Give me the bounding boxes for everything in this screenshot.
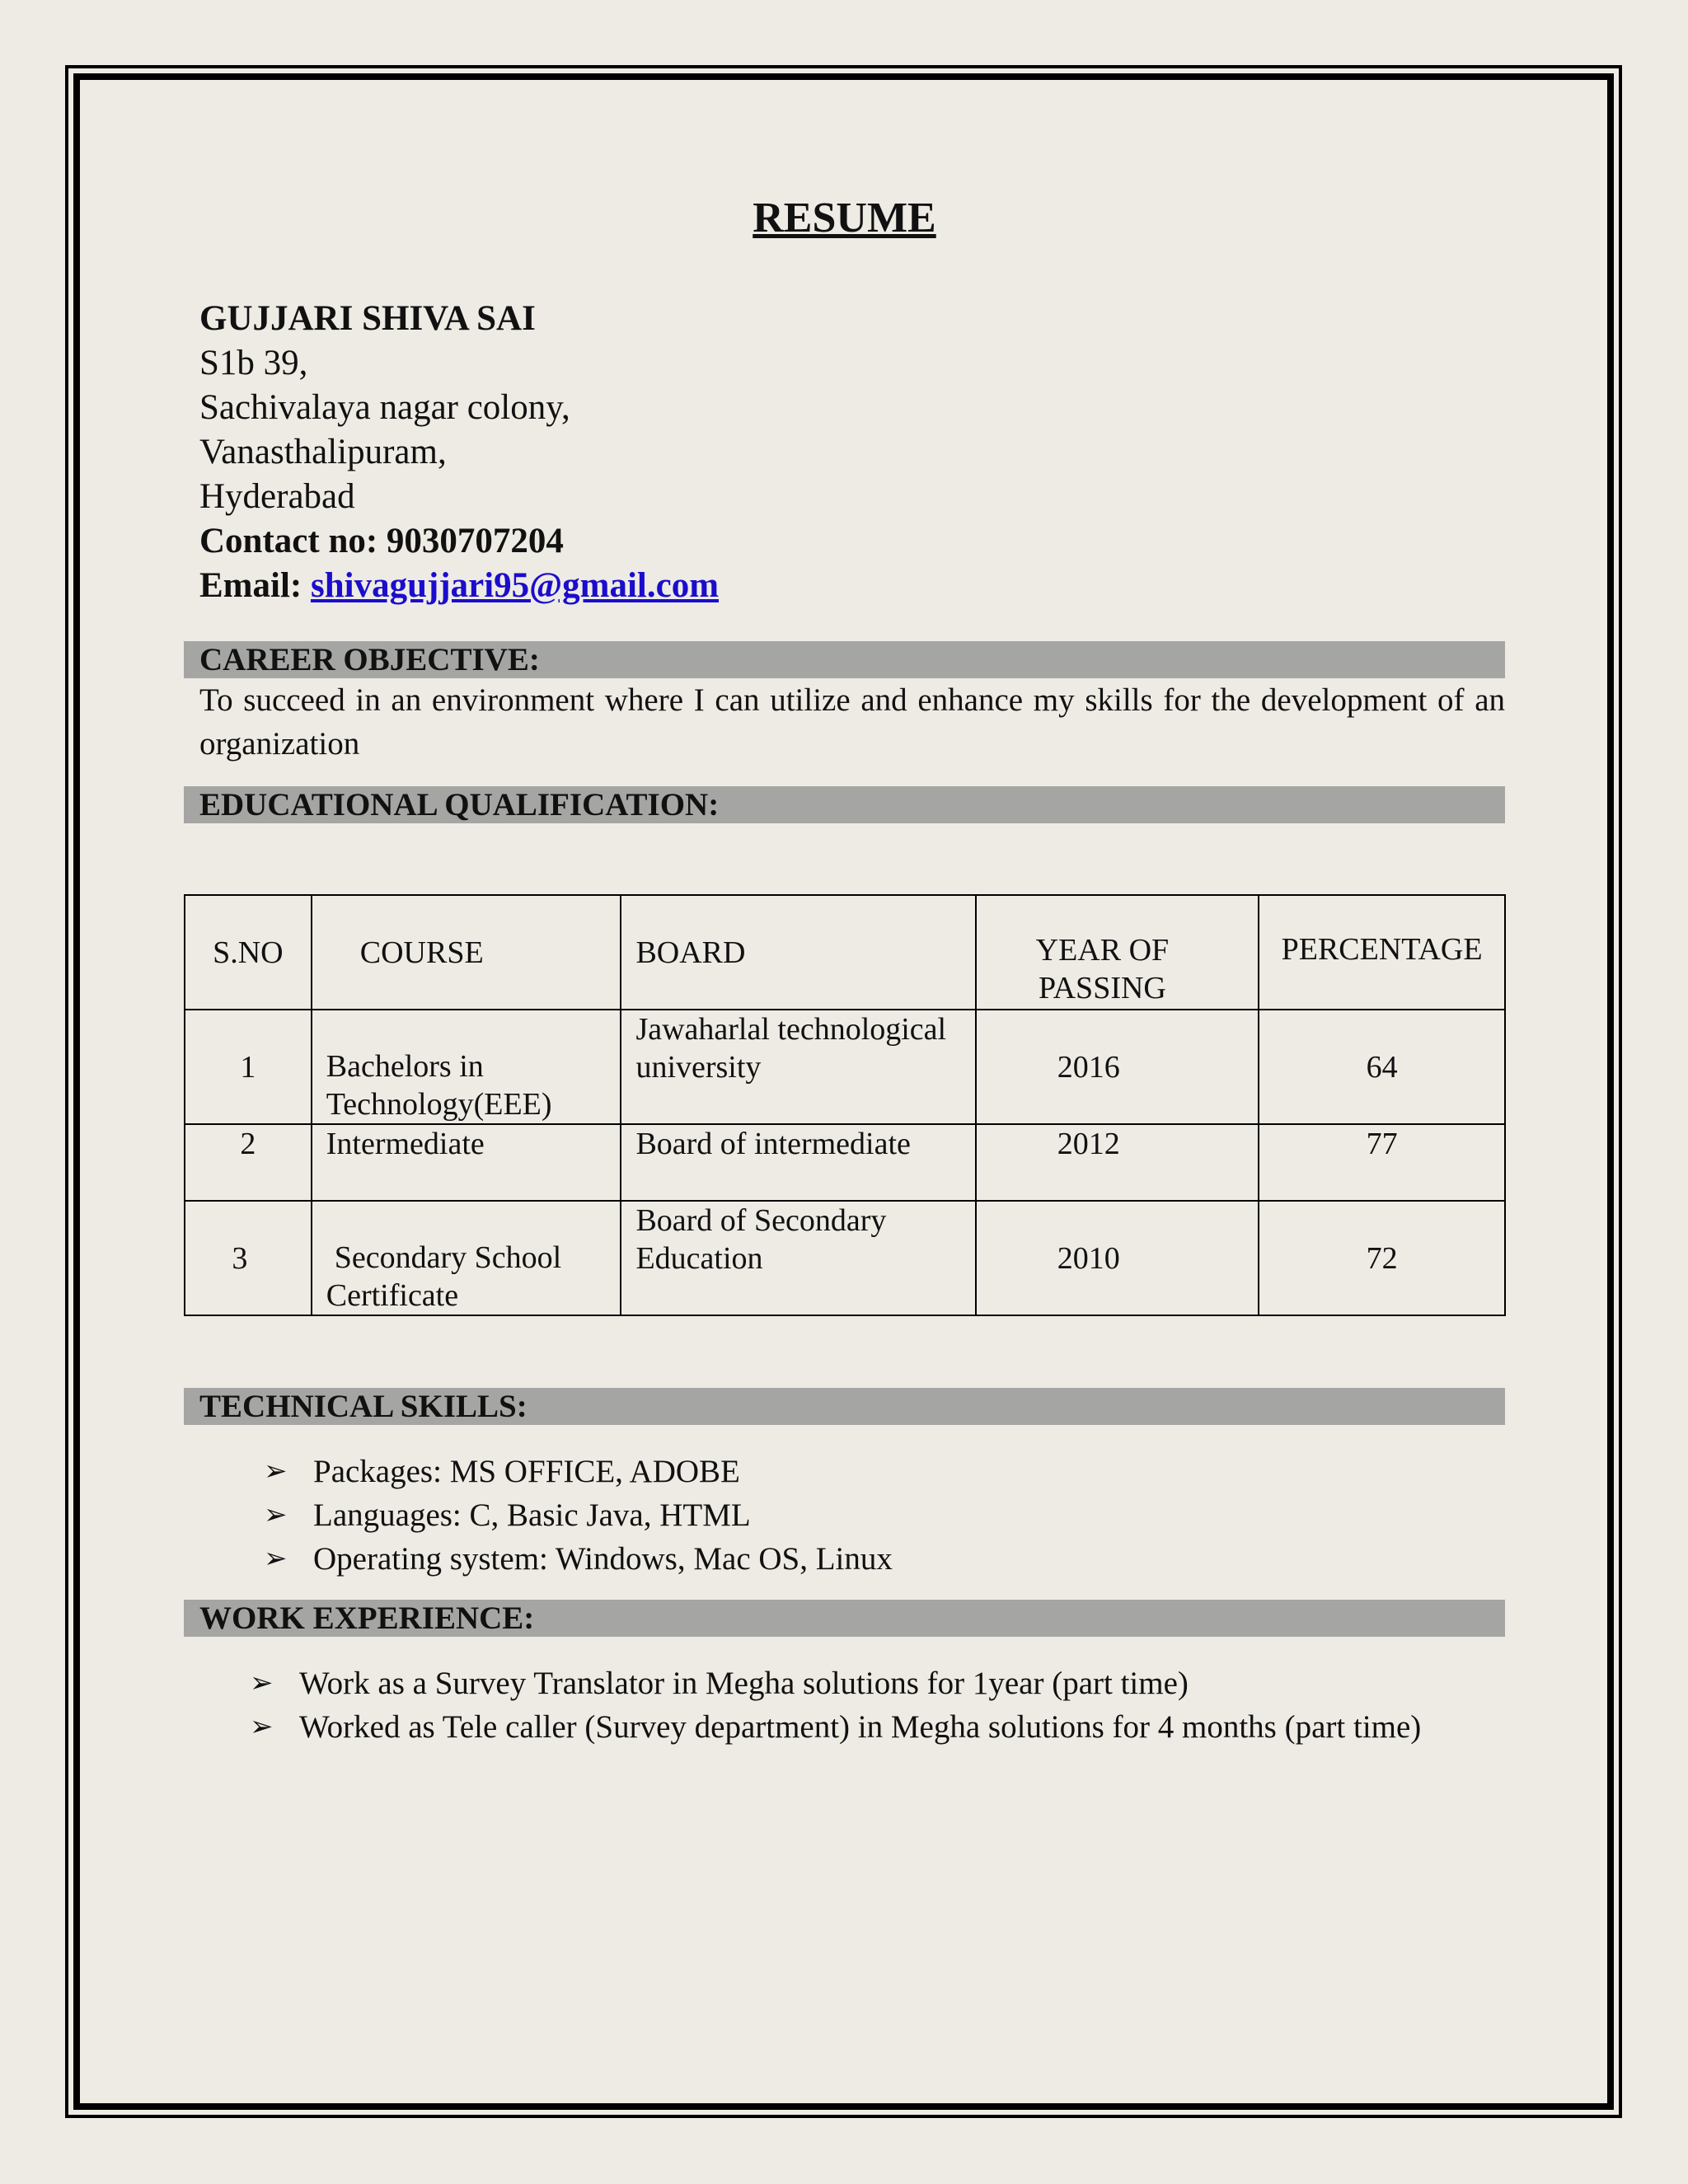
career-objective-heading: CAREER OBJECTIVE: — [184, 641, 1505, 678]
table-header-row — [185, 895, 1505, 1010]
arrow-bullet-icon: ➢ — [264, 1500, 288, 1530]
cell-sno: 1 — [185, 1010, 312, 1124]
header-sno: S.NO — [185, 895, 312, 1010]
header-board: BOARD — [621, 895, 975, 1010]
skill-text: Languages: C, Basic Java, HTML — [313, 1497, 751, 1533]
address-line: S1b 39, — [199, 344, 308, 382]
contact-block — [184, 297, 1505, 608]
email-label: Email: — [199, 566, 302, 605]
resume-title: RESUME — [753, 194, 936, 241]
cell-sno: 3 — [185, 1201, 312, 1315]
education-heading: EDUCATIONAL QUALIFICATION: — [184, 786, 1505, 823]
cell-year: 2016 — [976, 1010, 1259, 1124]
address-line: Vanasthalipuram, — [199, 433, 447, 471]
cell-sno: 2 — [185, 1124, 312, 1201]
table-row — [185, 1010, 1505, 1124]
experience-text: Worked as Tele caller (Survey department) in Megha solutions for 4 months (part time) — [299, 1709, 1422, 1745]
header-course: COURSE — [312, 895, 621, 1010]
list-item — [184, 1493, 1505, 1537]
cell-board: Jawaharlal technological university — [621, 1010, 975, 1124]
list-item — [184, 1450, 1505, 1493]
cell-percentage: 77 — [1259, 1124, 1505, 1201]
cell-year: 2012 — [976, 1124, 1259, 1201]
cell-course: Secondary School Certificate — [312, 1201, 621, 1315]
cell-percentage: 72 — [1259, 1201, 1505, 1315]
cell-year: 2010 — [976, 1201, 1259, 1315]
career-objective-text: To succeed in an environment where I can utilize and enhance my skills for the development of an organization — [199, 682, 1505, 762]
skill-text: Operating system: Windows, Mac OS, Linux — [313, 1541, 893, 1577]
arrow-bullet-icon: ➢ — [250, 1668, 274, 1699]
list-item — [184, 1537, 1505, 1581]
arrow-bullet-icon: ➢ — [250, 1712, 274, 1742]
email-link[interactable]: shivagujjari95@gmail.com — [310, 566, 720, 605]
work-experience-heading: WORK EXPERIENCE: — [184, 1600, 1505, 1637]
cell-course: Bachelors in Technology(EEE) — [312, 1010, 621, 1124]
candidate-name: GUJJARI SHIVA SAI — [199, 299, 536, 338]
skills-list — [184, 1450, 1505, 1581]
education-table — [184, 894, 1506, 1316]
contact-number: Contact no: 9030707204 — [199, 522, 564, 560]
cell-board: Board of intermediate — [621, 1124, 975, 1201]
cell-percentage: 64 — [1259, 1010, 1505, 1124]
arrow-bullet-icon: ➢ — [264, 1456, 288, 1487]
list-item — [184, 1705, 1505, 1749]
resume-content — [184, 190, 1505, 1749]
skill-text: Packages: MS OFFICE, ADOBE — [313, 1454, 740, 1489]
address-line: Hyderabad — [199, 477, 355, 516]
cell-board: Board of Secondary Education — [621, 1201, 975, 1315]
cell-course: Intermediate — [312, 1124, 621, 1201]
table-row — [185, 1201, 1505, 1315]
arrow-bullet-icon: ➢ — [264, 1544, 288, 1574]
email-row — [199, 564, 1505, 608]
table-row — [185, 1124, 1505, 1201]
header-percentage: PERCENTAGE — [1259, 895, 1505, 1010]
header-year: YEAR OF PASSING — [976, 895, 1259, 1010]
list-item — [184, 1661, 1505, 1705]
technical-skills-heading: TECHNICAL SKILLS: — [184, 1388, 1505, 1425]
experience-text: Work as a Survey Translator in Megha solutions for 1year (part time) — [299, 1666, 1189, 1701]
experience-list — [184, 1661, 1505, 1749]
address-line: Sachivalaya nagar colony, — [199, 388, 570, 427]
